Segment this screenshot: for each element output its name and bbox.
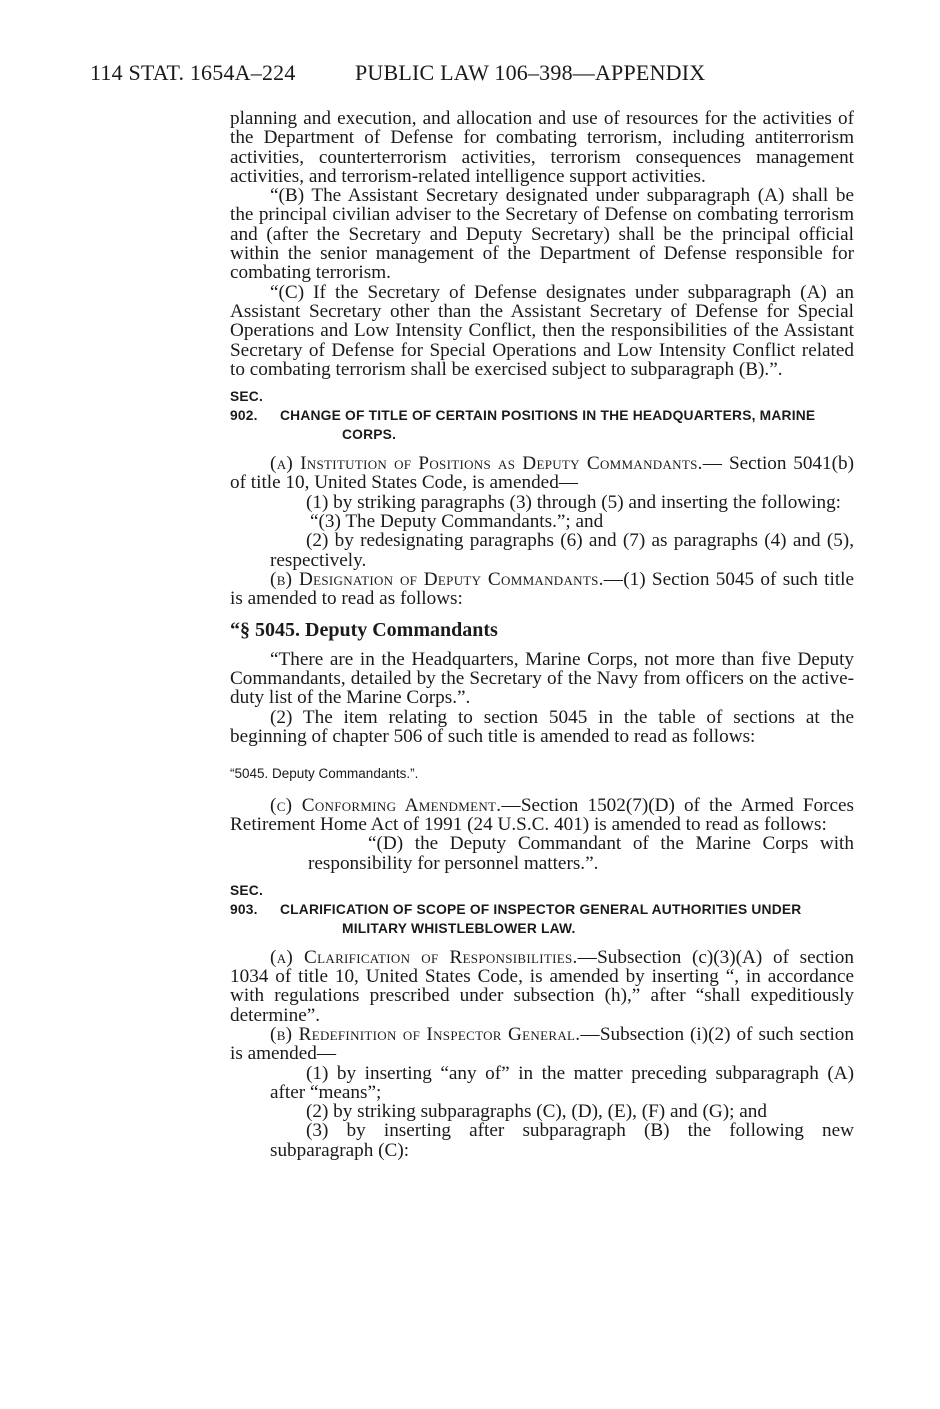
section-903-title: CLARIFICATION OF SCOPE OF INSPECTOR GENERAL AUTHORITIES UNDER MILITARY WHISTLEBLOWER LAW. — [280, 901, 802, 936]
sec903-a-text: Subsection (c)(3)(A) of section 1034 of title 10, United States Code, is amended by inserting “, in accordance with regulations prescribed under subsection (h),” after “shall expeditiously determine”. — [230, 946, 854, 1026]
sec902-b — [230, 570, 854, 609]
sec903-b — [230, 1025, 854, 1064]
sec902-a — [230, 454, 854, 493]
continuation-paragraph: planning and execution, and allocation and use of resources for the activities of the Department of Defense for combating terrorism, including antiterrorism activities, counterterrorism activities, terrorism consequences management activities, and terrorism-related intelligence support activities. — [230, 108, 854, 187]
stat-reference: 114 STAT. 1654A–224 — [90, 60, 296, 85]
sec902-b-text: (1) Section 5045 of such title is amended to read as follows: — [230, 568, 855, 610]
sec902-a1-quote: “(3) The Deputy Commandants.”; and — [310, 511, 604, 533]
section-5045-text: “There are in the Headquarters, Marine Corps, not more than five Deputy Commandants, detailed by the Secretary of the Navy from officers on the active-duty list of the Marine Corps.”. — [230, 648, 854, 709]
sec902-a-heading: (a) Institution of Positions as Deputy Commandants.— — [270, 453, 723, 475]
sec902-c-heading: (c) Conforming Amendment.— — [270, 794, 521, 816]
paragraph-b: “(B) The Assistant Secretary designated under subparagraph (A) shall be the principal civilian adviser to the Secretary of Defense on combating terrorism and (after the Secretary and Deputy Secretary) shall be the principal official within the senior management of the Department of Defense responsible for combating terrorism. — [230, 185, 854, 284]
section-5045-heading: “§ 5045. Deputy Commandants — [230, 618, 498, 641]
document-body — [230, 109, 854, 1160]
running-head — [90, 60, 705, 86]
sec903-b2: (2) by striking subparagraphs (C), (D), (E), (F) and (G); and — [306, 1101, 767, 1123]
section-902-heading — [230, 387, 854, 444]
table-of-sections-entry: “5045. Deputy Commandants.”. — [230, 766, 419, 782]
section-903-heading — [230, 881, 854, 938]
sec902-b-heading: (b) Designation of Deputy Commandants.— — [270, 568, 624, 590]
section-903-number: SEC. 903. — [230, 882, 264, 917]
section-902-number: SEC. 902. — [230, 389, 264, 424]
law-title: PUBLIC LAW 106–398—APPENDIX — [355, 60, 706, 85]
sec903-b-text: Subsection (i)(2) of such section is amended— — [230, 1023, 854, 1065]
sec903-a — [230, 948, 854, 1025]
sec902-a1: (1) by striking paragraphs (3) through (5) and inserting the following: — [306, 491, 842, 513]
sec902-b2: (2) The item relating to section 5045 in the table of sections at the beginning of chapter 506 of such title is amended to read as follows: — [230, 706, 854, 748]
sec902-a-text: Section 5041(b) of title 10, United States Code, is amended— — [230, 453, 854, 494]
sec903-b-heading: (b) Redefinition of Inspector General.— — [270, 1023, 600, 1045]
sec903-b3: (3) by inserting after subparagraph (B) the following new subparagraph (C): — [270, 1120, 854, 1161]
section-902-title: CHANGE OF TITLE OF CERTAIN POSITIONS IN THE HEADQUARTERS, MARINE CORPS. — [280, 408, 816, 443]
sec902-a2: (2) by redesignating paragraphs (6) and (7) as paragraphs (4) and (5), respectively. — [270, 530, 854, 571]
sec902-c-quote: “(D) the Deputy Commandant of the Marine Corps with responsibility for personnel matters.”. — [308, 833, 854, 874]
sec902-c — [230, 796, 854, 835]
paragraph-c: “(C) If the Secretary of Defense designates under subparagraph (A) an Assistant Secretary other than the Assistant Secretary of Defense for Special Operations and Low Intensity Conflict, then the responsibilities of the Assistant Secretary of Defense for Special Operations and Low Intensity Conflict related to combating terrorism shall be exercised subject to subparagraph (B).”. — [230, 281, 854, 380]
sec903-a-heading: (a) Clarification of Responsibilities.— — [270, 946, 598, 968]
sec902-c-text: Section 1502(7)(D) of the Armed Forces Retirement Home Act of 1991 (24 U.S.C. 401) is amended to read as follows: — [230, 794, 854, 835]
sec903-b1: (1) by inserting “any of” in the matter preceding subparagraph (A) after “means”; — [270, 1062, 854, 1103]
